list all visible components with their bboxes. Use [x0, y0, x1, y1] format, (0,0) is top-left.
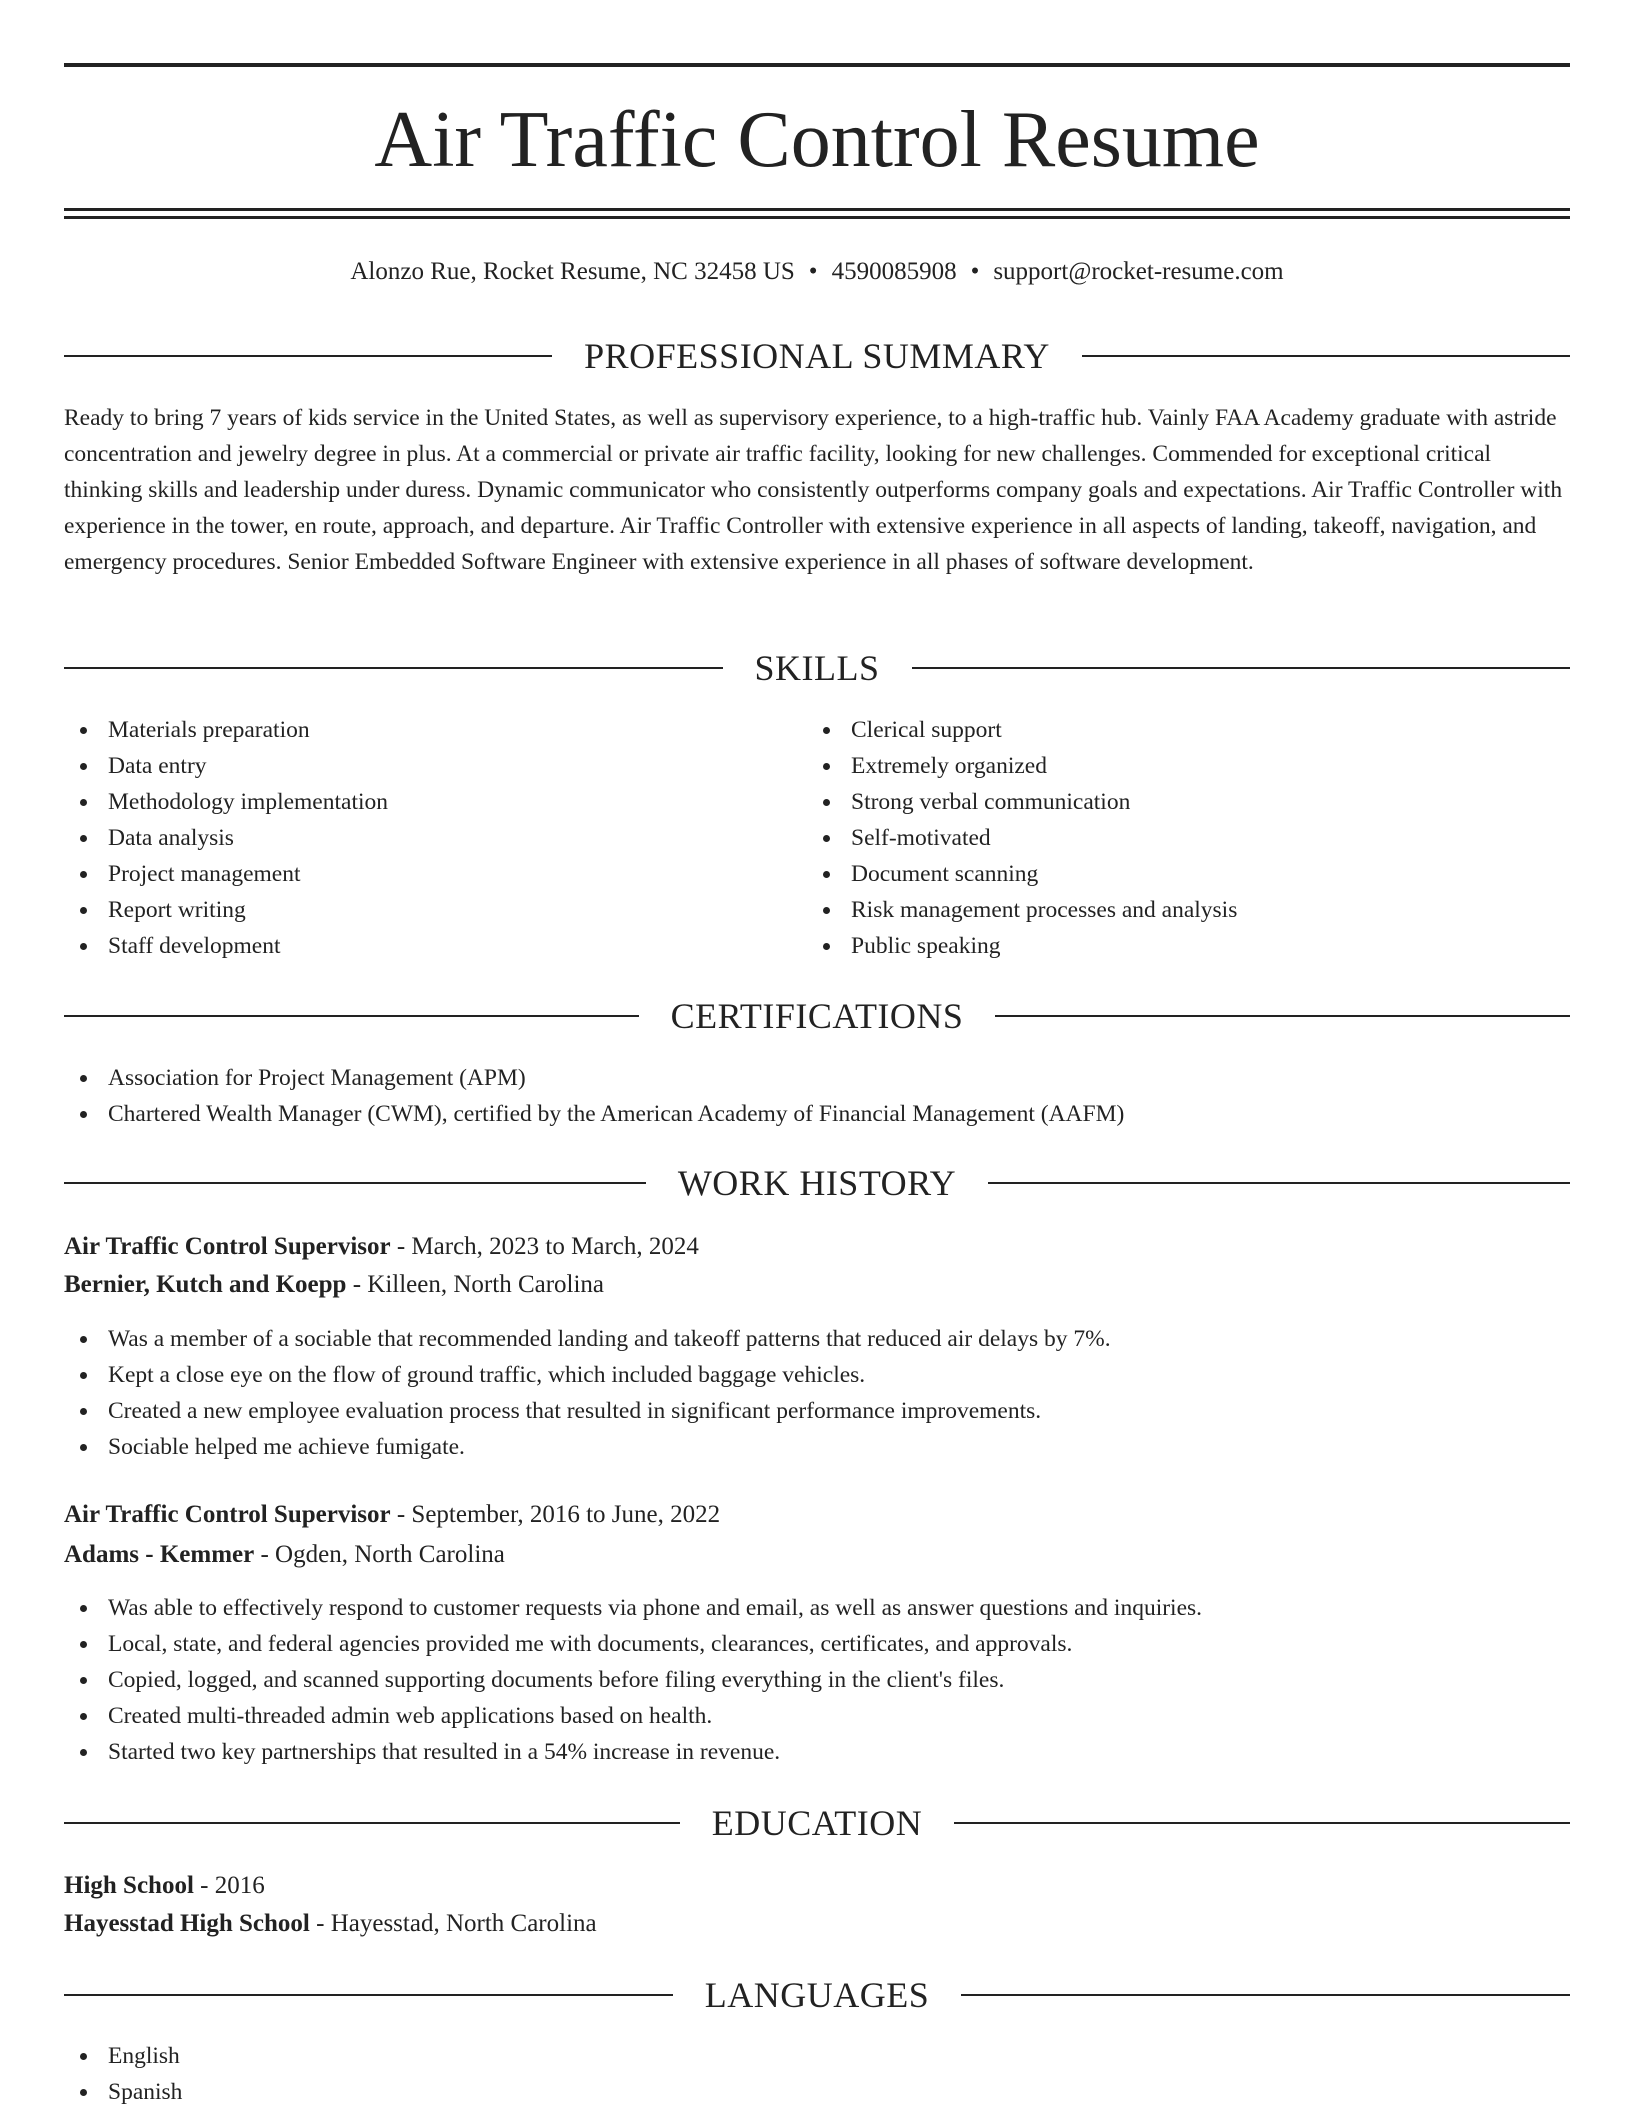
- job-bullet: Started two key partnerships that resulted in a 54% increase in revenue.: [64, 1734, 1570, 1770]
- education-location: - Hayesstad, North Carolina: [309, 1910, 597, 1937]
- education-school: Hayesstad High School: [64, 1910, 310, 1937]
- job-bullets-block: [64, 1590, 1570, 1770]
- skill-item: Report writing: [64, 892, 764, 928]
- contact-separator: •: [970, 258, 980, 285]
- skills-list-right: [807, 712, 1507, 964]
- section-rule: [64, 355, 552, 357]
- job-location: - Ogden, North Carolina: [254, 1541, 505, 1568]
- skill-item: Data entry: [64, 748, 764, 784]
- job-bullet: Was a member of a sociable that recommended landing and takeoff patterns that reduced air delays by 7%.: [64, 1321, 1570, 1357]
- summary-text: Ready to bring 7 years of kids service in the United States, as well as supervisory experience, to a high-traffic hub. Vainly FAA Academy graduate with astride concentration and jewelry degree in plus. At a commercial or private air traffic facility, looking for new challenges. Commended for exceptional critical thinking skills and leadership under duress. Dynamic communicator who consistently outperforms company goals and expectations. Air Traffic Controller with experience in the tower, en route, approach, and departure. Air Traffic Controller with extensive experience in all aspects of landing, takeoff, navigation, and emergency procedures. Senior Embedded Software Engineer with extensive experience in all phases of software development.: [64, 405, 1563, 575]
- section-rule: [988, 1182, 1570, 1184]
- section-rule: [1082, 355, 1570, 357]
- section-header-work: [64, 1163, 1570, 1203]
- skill-item: Self-motivated: [807, 820, 1507, 856]
- contact-phone: 4590085908: [831, 258, 957, 285]
- job-company-line: [64, 1267, 1570, 1303]
- job-bullet: Kept a close eye on the flow of ground traffic, which included baggage vehicles.: [64, 1357, 1570, 1393]
- title-double-rule: [64, 208, 1570, 219]
- skill-item: Staff development: [64, 928, 764, 964]
- languages-list: [64, 2038, 1570, 2110]
- job-bullet: Copied, logged, and scanned supporting documents before filing everything in the client's files.: [64, 1662, 1570, 1698]
- language-item: English: [64, 2038, 1570, 2074]
- section-title-languages: LANGUAGES: [704, 1975, 930, 2015]
- contact-line: [64, 256, 1570, 288]
- section-header-summary: [64, 336, 1570, 376]
- skills-column-left: [64, 712, 764, 964]
- skill-item: Clerical support: [807, 712, 1507, 748]
- job-dates: - March, 2023 to March, 2024: [390, 1233, 699, 1260]
- skill-item: Methodology implementation: [64, 784, 764, 820]
- job-location: - Killeen, North Carolina: [346, 1271, 605, 1298]
- job-company: Bernier, Kutch and Koepp: [64, 1271, 347, 1298]
- job-title: Air Traffic Control Supervisor: [64, 1233, 391, 1260]
- job-bullet: Local, state, and federal agencies provided me with documents, clearances, certificates, and approvals.: [64, 1626, 1570, 1662]
- job-bullets: [64, 1590, 1570, 1770]
- section-rule: [912, 667, 1571, 669]
- job-bullets: [64, 1321, 1570, 1465]
- skill-item: Project management: [64, 856, 764, 892]
- section-header-certifications: [64, 996, 1570, 1036]
- section-title-work: WORK HISTORY: [677, 1163, 957, 1203]
- certifications-list: [64, 1060, 1570, 1132]
- job-dates: - September, 2016 to June, 2022: [390, 1501, 721, 1528]
- certifications-block: [64, 1060, 1570, 1132]
- skill-item: Materials preparation: [64, 712, 764, 748]
- skills-column-right: [807, 712, 1507, 964]
- language-item: Spanish: [64, 2074, 1570, 2110]
- job-bullet: Created multi-threaded admin web applications based on health.: [64, 1698, 1570, 1734]
- languages-block: [64, 2038, 1570, 2110]
- skill-item: Document scanning: [807, 856, 1507, 892]
- section-rule: [961, 1994, 1570, 1996]
- education-school-line: [64, 1906, 1570, 1942]
- job-title-line: [64, 1229, 1570, 1265]
- contact-email[interactable]: support@rocket-resume.com: [993, 258, 1284, 285]
- section-title-summary: PROFESSIONAL SUMMARY: [584, 336, 1050, 376]
- section-title-skills: SKILLS: [754, 648, 880, 688]
- section-rule: [954, 1822, 1570, 1824]
- skill-item: Public speaking: [807, 928, 1507, 964]
- section-rule: [995, 1015, 1570, 1017]
- top-rule: [64, 63, 1570, 67]
- contact-separator: •: [808, 258, 818, 285]
- section-header-languages: [64, 1975, 1570, 2015]
- section-rule: [64, 1994, 673, 1996]
- education-degree-line: [64, 1868, 1570, 1904]
- resume-title: Air Traffic Control Resume: [374, 96, 1260, 184]
- certification-item: Association for Project Management (APM): [64, 1060, 1570, 1096]
- job-title-line: [64, 1497, 1570, 1533]
- job-company: Adams - Kemmer: [64, 1541, 255, 1568]
- skills-list-left: [64, 712, 764, 964]
- section-rule: [64, 1822, 680, 1824]
- section-rule: [64, 667, 723, 669]
- education-year: - 2016: [193, 1872, 265, 1899]
- education-degree: High School: [64, 1872, 194, 1899]
- skill-item: Strong verbal communication: [807, 784, 1507, 820]
- skill-item: Extremely organized: [807, 748, 1507, 784]
- job-title: Air Traffic Control Supervisor: [64, 1501, 391, 1528]
- job-bullet: Created a new employee evaluation process that resulted in significant performance improvements.: [64, 1393, 1570, 1429]
- job-bullet: Was able to effectively respond to customer requests via phone and email, as well as answer questions and inquiries.: [64, 1590, 1570, 1626]
- section-header-education: [64, 1803, 1570, 1843]
- section-rule: [64, 1015, 639, 1017]
- skill-item: Risk management processes and analysis: [807, 892, 1507, 928]
- contact-address: Alonzo Rue, Rocket Resume, NC 32458 US: [350, 258, 795, 285]
- job-company-line: [64, 1537, 1570, 1573]
- job-bullet: Sociable helped me achieve fumigate.: [64, 1429, 1570, 1465]
- job-bullets-block: [64, 1321, 1570, 1465]
- section-title-education: EDUCATION: [711, 1803, 923, 1843]
- certification-item: Chartered Wealth Manager (CWM), certified by the American Academy of Financial Management (AAFM): [64, 1096, 1570, 1132]
- section-header-skills: [64, 648, 1570, 688]
- skill-item: Data analysis: [64, 820, 764, 856]
- section-title-certifications: CERTIFICATIONS: [670, 996, 964, 1036]
- section-rule: [64, 1182, 646, 1184]
